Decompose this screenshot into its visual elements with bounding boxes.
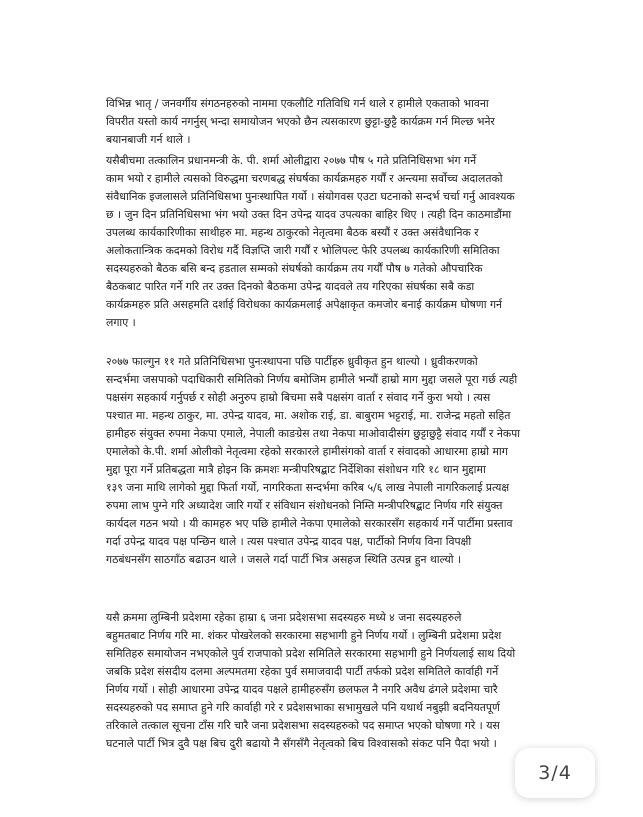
- text-line: सन्दर्भमा जसपाको पदाधिकारी समितिको निर्णय बमोजिम हामीले भन्यौं हाम्रो माग मुद्दा जसले पूरा गर्छ त्यही: [106, 373, 518, 386]
- text-line: कार्यदल गठन भयो । यी कामहरु भए पछि हामीले नेकपा एमालेको सरकारसँग सहकार्य गर्ने पार्टीमा प्रस्ताव: [106, 517, 513, 530]
- page-counter: 3/4: [515, 748, 595, 798]
- text-line: विभिन्न भातृ / जनवर्गीय संगठनहरुको नाममा एकलौटि गतिविधि गर्न थाले र हामीले एकताको भावना: [106, 97, 489, 110]
- text-line: बैठकबाट पारित गर्ने गरि तर उक्त दिनको बैठकमा उपेन्द्र यादवले तय गरिएका संघर्षका सबै कडा: [106, 280, 475, 293]
- text-line: हामीहरु संयुक्त रुपमा नेकपा एमाले, नेपाली काङग्रेस तथा नेकपा माओवादीसंग छुट्टाछुट्टै संवाद गर्यौं र नेकपा: [106, 427, 521, 440]
- text-line: १३९ जना माथि लागेको मुद्दा फिर्ता गर्यो, नागरिकता सन्दर्भमा करिब ५/६ लाख नेपाली नागरिकलाई प्रत्यक्ष: [106, 481, 510, 494]
- text-line: कार्यक्रमहरु प्रति असहमति दर्शाई विरोधका कार्यक्रमलाई अपेक्षाकृत कमजोर बनाई कार्यक्रम घोषणा गर्न: [106, 298, 503, 311]
- text-line: उपलब्ध कार्यकारिणीका साथीहरु मा. महन्थ ठाकुरको नेतृत्वमा बैठक बस्यौं र उक्त असंवैधानिक र: [106, 226, 479, 239]
- text-line: रुपमा लाभ पुग्ने गरि अध्यादेश जारि गर्यो र संविधान संशोधनको निम्ति मन्त्रीपरिषद्बाट निर्णय गरि संयुक्त: [106, 499, 503, 512]
- text-line: पक्षसंग सहकार्य गर्नुपर्छ र सोही अनुरुप हाम्रो बिचमा सबै पक्षसंग वार्ता र संवाद गर्ने कुरा भयो । त्यस: [106, 391, 491, 404]
- text-line: छ । जुन दिन प्रतिनिधिसभा भंग भयो उक्त दिन उपेन्द्र यादव उपत्यका बाहिर थिए । त्यही दिन काठमाडौंमा: [106, 208, 512, 221]
- text-line: जबकि प्रदेश संसदीय दलमा अल्पमतमा रहेका पुर्व समाजवादी पार्टी तर्फको प्रदेश समितिले कार्वाही गर्ने: [106, 665, 499, 678]
- text-line: बयानबाजी गर्न थाले ।: [106, 133, 191, 146]
- text-line: २०७७ फाल्गुन ११ गते प्रतिनिधिसभा पुनःस्थापना पछि पार्टीहरु ध्रुवीकृत हुन थाल्यो । ध्रुवीकरणको: [106, 355, 478, 368]
- paragraph: [106, 95, 606, 149]
- text-line: गर्दा उपेन्द्र यादव पक्ष पन्छिन थाले । त्यस पश्चात उपेन्द्र यादव पक्ष, पार्टीको निर्णय विना विपक्षी: [106, 535, 472, 548]
- text-line: लगाए ।: [106, 316, 136, 329]
- text-line: मुद्दा पूरा गर्ने प्रतिबद्धता मात्रै होइन कि क्रमशः मन्त्रीपरिषद्बाट निर्देशिका संशोधन गरि १८ थान मुद्दामा: [106, 463, 486, 476]
- text-line: सदस्यहरुको पद समाप्त हुने गरि कार्वाही गरे र प्रदेशसभाका सभामुखले पनि यथार्थ नबुझी बदनियतपूर्ण: [106, 701, 500, 714]
- text-line: बहुमतबाट निर्णय गरि मा. शंकर पोखरेलको सरकारमा सहभागी हुने निर्णय गर्यो । लुम्बिनी प्रदेशमा प्रदेश: [106, 629, 502, 642]
- text-line: घटनाले पार्टी भित्र दुवै पक्ष बिच दुरी बढायो नै सँगसँगै नेतृत्वको बिच विश्वासको संकट पनि पैदा भयो ।: [106, 737, 497, 750]
- text-line: गठबंधनसँग साठगाँठ बढाउन थाले । जसले गर्दा पार्टी भित्र असहज स्थिति उत्पन्न हुन थाल्यो ।: [106, 553, 462, 566]
- paragraph: [106, 152, 606, 332]
- text-line: पश्चात मा. महन्थ ठाकुर, मा. उपेन्द्र यादव, मा. अशोक राई, डा. बाबुराम भट्टराई, मा. राजेन्द्र महतो सहित: [106, 409, 511, 422]
- text-line: सदस्यहरुको बैठक बसि बन्द हडताल सम्मको संघर्षको कार्यक्रम तय गर्यौं पौष ७ गतेको औपचारिक: [106, 262, 483, 275]
- text-line: समितिहरु समायोजन नभएकोले पुर्व राजपाको प्रदेश समितिले सरकारमा सहभागी हुने निर्णयलाई साथ दियो: [106, 647, 516, 660]
- paragraph: [106, 353, 606, 569]
- text-line: निर्णय गर्यो । सोही आधारमा उपेन्द्र यादव पक्षले हामीहरुसँग छलफल नै नगरि अवैध ढंगले प्रदेशमा चारै: [106, 683, 498, 696]
- text-line: एमालेको के.पी. शर्मा ओलीको नेतृत्वमा रहेको सरकारले हामीसंगको वार्ता र संवादको आधारमा हाम्रो माग: [106, 445, 508, 458]
- text-line: यसैबीचमा तत्कालिन प्रधानमन्त्री के. पी. शर्मा ओलीद्वारा २०७७ पौष ५ गते प्रतिनिधिसभा भंग गर्ने: [106, 154, 477, 167]
- text-line: विपरीत यस्तो कार्य नगर्नुस् भन्दा समायोजन भएको छैन त्यसकारण छुट्टा-छुट्टै कार्यक्रम गर्न मिल्छ भनेर: [106, 115, 495, 128]
- text-line: संवैधानिक इजलासले प्रतिनिधिसभा पुनःस्थापित गर्यो । संयोगवस एउटा घटनाको सन्दर्भ चर्चा गर्नु आवश्यक: [106, 190, 515, 203]
- paragraph: [106, 609, 606, 753]
- text-line: यसै क्रममा लुम्बिनी प्रदेशमा रहेका हाम्रा ६ जना प्रदेशसभा सदस्यहरु मध्ये ४ जना सदस्यहरुले: [106, 611, 462, 624]
- text-line: अलोकतान्त्रिक कदमको विरोध गर्दै विज्ञप्ति जारी गर्यौं र भोलिपल्ट फेरि उपलब्ध कार्यकारिणी समितिका: [106, 244, 500, 257]
- text-line: तरिकाले तत्काल सूचना टाँस गरि चारै जना प्रदेशसभा सदस्यहरुको पद समाप्त भएको घोषणा गरे । यस: [106, 719, 500, 732]
- text-line: काम भयो र हामीले त्यसको विरुद्धमा चरणबद्ध संघर्षका कार्यक्रमहरु गर्यौं र अन्त्यमा सर्वोच्च अदालतको: [106, 172, 503, 185]
